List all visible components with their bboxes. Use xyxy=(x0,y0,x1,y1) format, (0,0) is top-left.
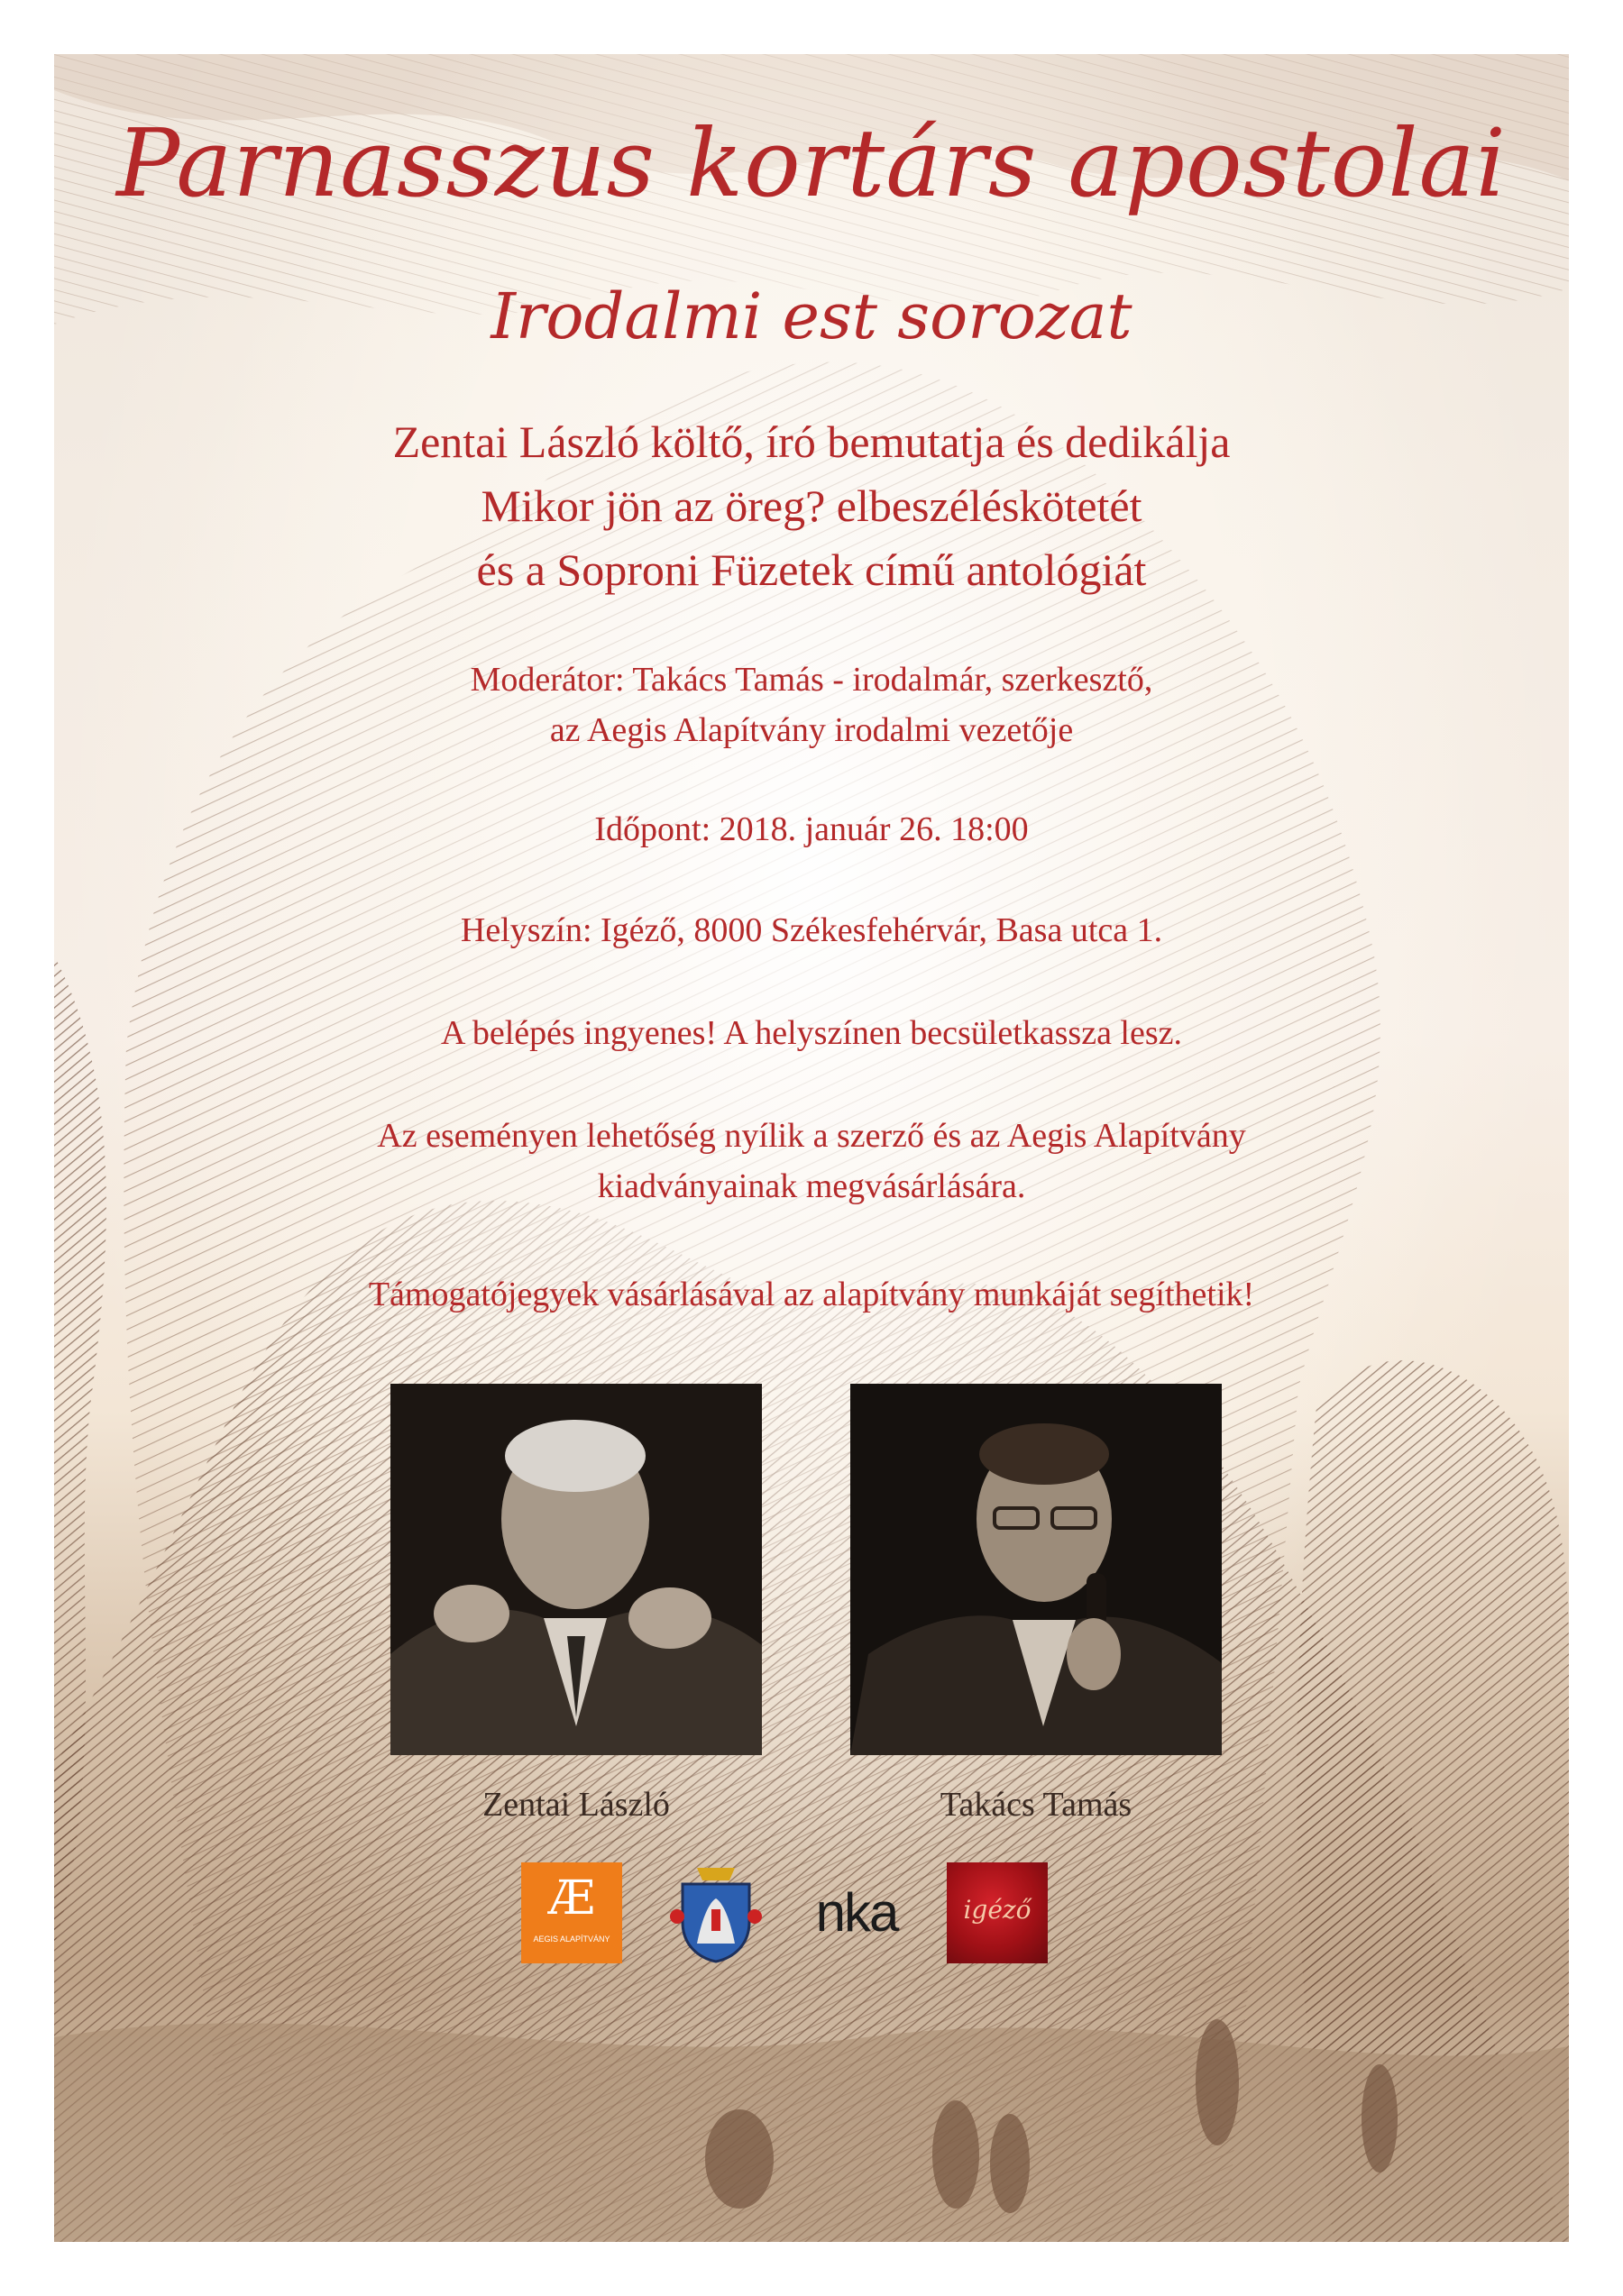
speaker-photo-zentai xyxy=(390,1384,762,1755)
event-time: Időpont: 2018. január 26. 18:00 xyxy=(594,810,1029,848)
entry-info: A belépés ingyenes! A helyszínen becsületkassza lesz. xyxy=(440,1014,1183,1052)
nka-logo: nka xyxy=(815,1882,898,1943)
portrait-image xyxy=(390,1384,762,1755)
poster-subtitle: Irodalmi est sorozat xyxy=(491,279,1132,353)
aegis-logo-mark: Æ xyxy=(547,1871,596,1926)
event-info xyxy=(162,1111,1461,1212)
event-info-line: kiadványainak megvásárlására. xyxy=(597,1167,1026,1205)
speaker-name: Zentai László xyxy=(482,1786,670,1824)
aegis-logo xyxy=(521,1862,622,1963)
event-info-line: Az eseményen lehetőség nyílik a szerző és az Aegis Alapítvány xyxy=(377,1117,1246,1155)
speaker-photo-takacs xyxy=(850,1384,1222,1755)
intro-text xyxy=(162,410,1461,602)
poster-title: Parnasszus kortárs apostolai xyxy=(116,108,1507,218)
poster xyxy=(54,54,1569,2242)
moderator-line: az Aegis Alapítvány irodalmi vezetője xyxy=(549,711,1074,749)
city-crest-logo xyxy=(670,1862,762,1963)
moderator-line: Moderátor: Takács Tamás - irodalmár, szerkesztő, xyxy=(470,661,1153,699)
speaker-name: Takács Tamás xyxy=(940,1786,1132,1824)
portrait-image xyxy=(850,1384,1222,1755)
intro-line: és a Soproni Füzetek című antológiát xyxy=(476,544,1147,595)
support-info: Támogatójegyek vásárlásával az alapítvány munkáját segíthetik! xyxy=(368,1276,1255,1313)
moderator-text xyxy=(162,654,1461,755)
event-place: Helyszín: Igéző, 8000 Székesfehérvár, Basa utca 1. xyxy=(460,911,1163,949)
aegis-logo-label: AEGIS ALAPÍTVÁNY xyxy=(533,1935,610,1944)
intro-line: Mikor jön az öreg? elbeszéléskötetét xyxy=(481,480,1142,531)
igezo-logo xyxy=(947,1862,1048,1963)
intro-line: Zentai László költő, író bemutatja és dedikálja xyxy=(392,416,1231,467)
igezo-logo-text: igéző xyxy=(963,1895,1032,1925)
crest-icon xyxy=(670,1862,762,1963)
